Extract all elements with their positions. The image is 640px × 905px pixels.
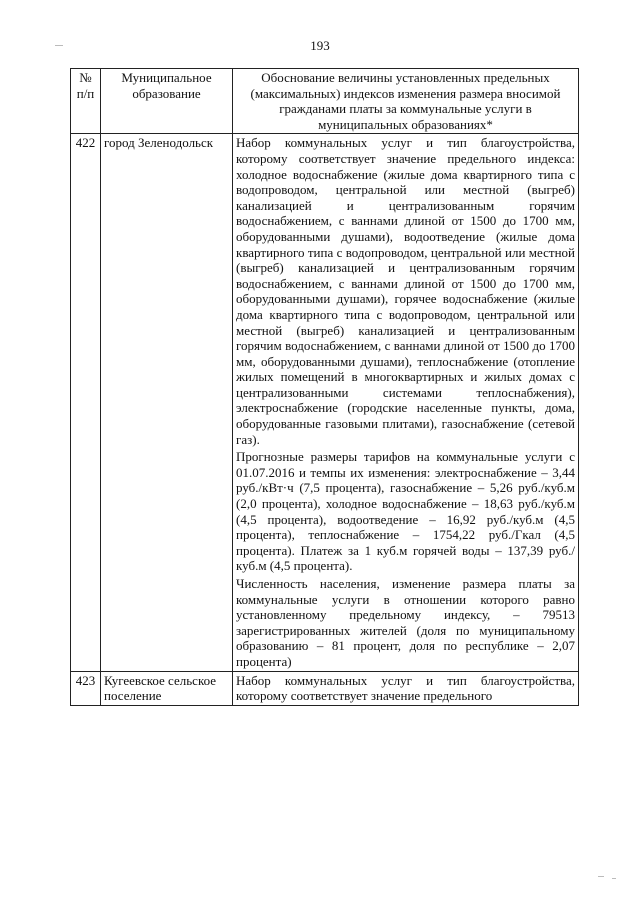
- justification-paragraph: Набор коммунальных услуг и тип благоустройства, которому соответствует значение предельного индекса: холодное водоснабжение (жилые дома квартирного типа с водопроводом, центральной или местной (выгреб) канализацией и централизованным горячим водоснабжением, с ваннами длиной от 1500 до 1700 мм, оборудованными душами), водоотведение (жилые дома квартирного типа с водопроводом, центральной или местной (выгреб) канализацией и централизованным горячим водоснабжением, с ваннами длиной от 1500 до 1700 мм, оборудованными душами), горячее водоснабжение (жилые дома квартирного типа с водопроводом, центральной или местной (выгреб) канализацией и централизованным горячим водоснабжением, с ваннами длиной от 1500 до 1700 мм, оборудованными душами), теплоснабжение (отопление жилых помещений в многоквартирных и жилых домах с централизованными системами теплоснабжения), электроснабжение (городские населенные пункты, дома, оборудованные газовыми плитами), газоснабжение (сетевой газ).: [236, 135, 575, 447]
- scan-mark: [598, 876, 604, 877]
- justification-paragraph: Прогнозные размеры тарифов на коммунальные услуги с 01.07.2016 и темпы их изменения: электроснабжение – 3,44 руб./кВт·ч (7,5 процента), газоснабжение – 5,26 руб./куб.м (2,0 процента), холодное водоснабжение – 18,63 руб./куб.м (4,5 процента), водоотведение – 16,92 руб./куб.м (4,5 процента), теплоснабжение – 1754,22 руб./Гкал (4,5 процента). Платеж за 1 куб.м горячей воды – 137,39 руб./куб.м (4,5 процента).: [236, 449, 575, 574]
- header-municipality: [101, 69, 233, 134]
- header-justification: [233, 69, 579, 134]
- row-number: 423: [71, 671, 101, 705]
- header-number-label: № п/п: [76, 70, 95, 101]
- table-header-row: [71, 69, 579, 134]
- row-number: 422: [71, 134, 101, 671]
- justification-paragraph: Набор коммунальных услуг и тип благоустройства, которому соответствует значение предельного: [236, 672, 575, 704]
- tariff-justification-table: [70, 68, 579, 706]
- table-row: [71, 671, 579, 705]
- header-justification-label: Обоснование величины установленных предельных (максимальных) индексов изменения размера вносимой гражданами платы за коммунальные услуги в муниципальных образованиях*: [250, 70, 561, 132]
- scan-mark: [55, 45, 63, 46]
- header-municipality-label: Муниципальное образование: [121, 70, 212, 101]
- justification-clip: [236, 673, 575, 704]
- table-row: [71, 134, 579, 671]
- row-justification: [233, 134, 579, 671]
- header-number: [71, 69, 101, 134]
- row-justification: [233, 671, 579, 705]
- justification-paragraph: Численность населения, изменение размера платы за коммунальные услуги в отношении которого равно установленному предельному индексу, – 79513 зарегистрированных жителей (доля по муниципальному образованию – 81 процент, доля по республике – 2,07 процента): [236, 576, 575, 669]
- row-municipality: Кугеевское сельское поселение: [101, 671, 233, 705]
- scan-mark: [612, 878, 616, 879]
- page-number: 193: [310, 38, 330, 53]
- row-municipality: город Зеленодольск: [101, 134, 233, 671]
